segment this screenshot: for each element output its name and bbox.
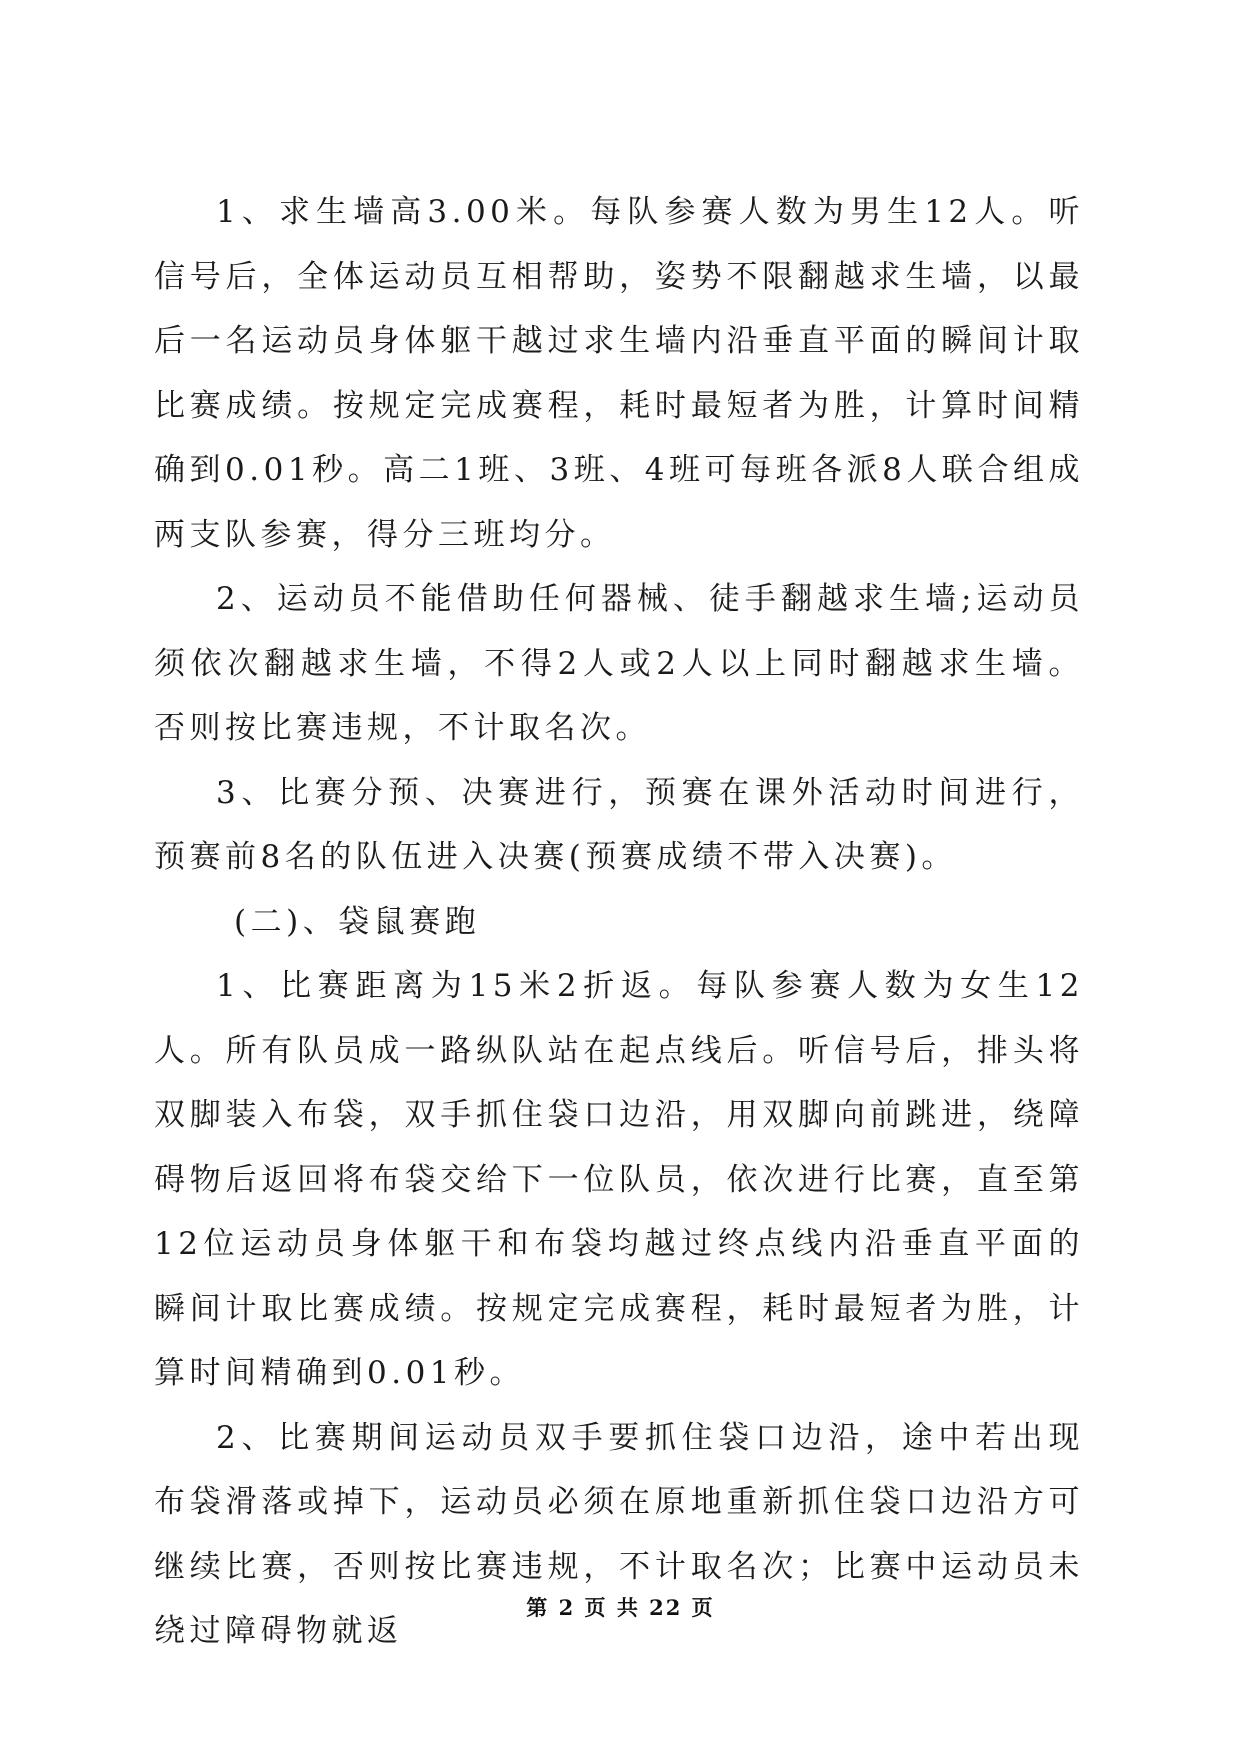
- page-number-footer: 第 2 页 共 22 页: [526, 1595, 715, 1620]
- rule-paragraph-wall-3: 3、比赛分预、决赛进行，预赛在课外活动时间进行，预赛前8名的队伍进入决赛(预赛成绩不带入决赛)。: [154, 774, 1084, 875]
- section-heading-kangaroo-race: (二)、袋鼠赛跑: [234, 903, 481, 940]
- rule-paragraph-kangaroo-1: 1、比赛距离为15米2折返。每队参赛人数为女生12人。所有队员成一路纵队站在起点线后。听信号后，排头将双脚装入布袋，双手抓住袋口边沿，用双脚向前跳进，绕障碍物后返回将布袋交给下一位队员，依次进行比赛，直至第12位运动员身体躯干和布袋均越过终点线内沿垂直平面的瞬间计取比赛成绩。按规定完成赛程，耗时最短者为胜，计算时间精确到0.01秒。: [154, 968, 1084, 1391]
- page-body: [154, 180, 1084, 1664]
- rule-paragraph-kangaroo-2: 2、比赛期间运动员双手要抓住袋口边沿，途中若出现布袋滑落或掉下，运动员必须在原地重新抓住袋口边沿方可继续比赛，否则按比赛违规，不计取名次；比赛中运动员未绕过障碍物就返: [154, 1419, 1084, 1649]
- rule-paragraph-wall-1: 1、求生墙高3.00米。每队参赛人数为男生12人。听信号后，全体运动员互相帮助，姿势不限翻越求生墙，以最后一名运动员身体躯干越过求生墙内沿垂直平面的瞬间计取比赛成绩。按规定完成赛程，耗时最短者为胜，计算时间精确到0.01秒。高二1班、3班、4班可每班各派8人联合组成两支队参赛，得分三班均分。: [154, 194, 1084, 553]
- rule-paragraph-wall-2: 2、运动员不能借助任何器械、徒手翻越求生墙;运动员须依次翻越求生墙，不得2人或2人以上同时翻越求生墙。否则按比赛违规，不计取名次。: [154, 581, 1084, 746]
